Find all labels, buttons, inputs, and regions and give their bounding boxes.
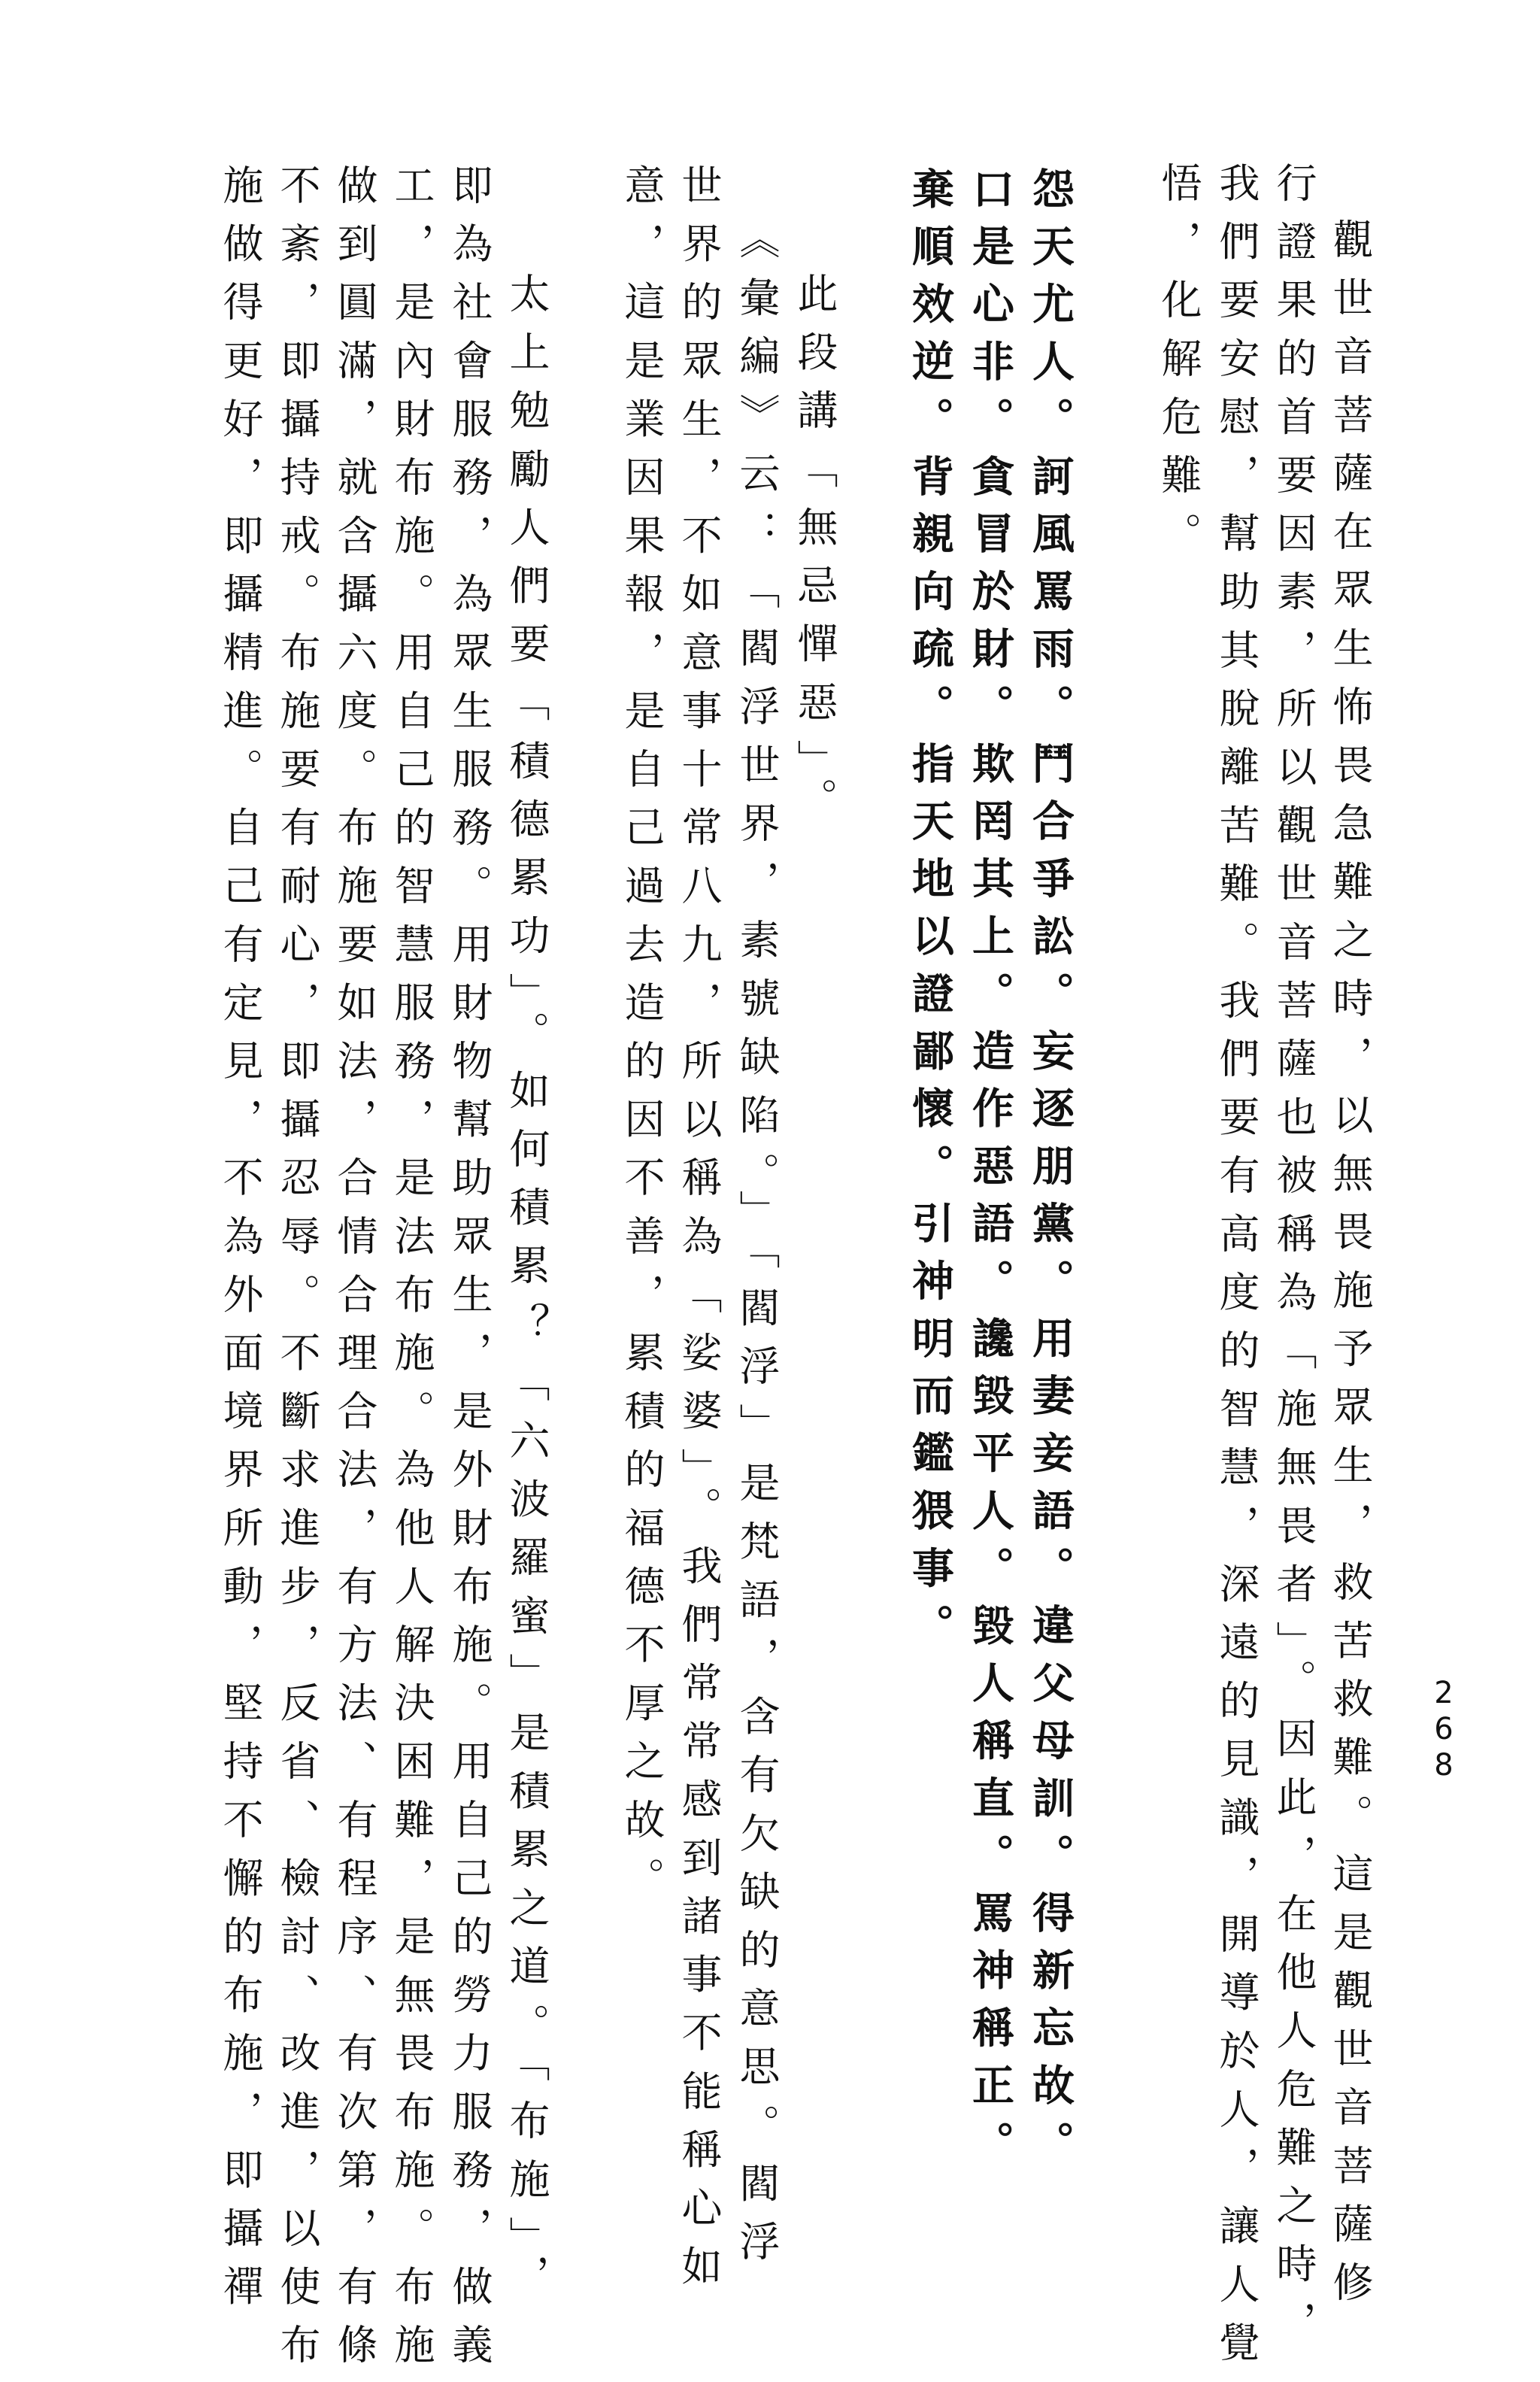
scripture-line-1: 怨天尤人。訶風罵雨。鬥合爭訟。妄逐朋黨。用妻妾語。違父母訓。得新忘故。 (1026, 167, 1075, 2178)
paragraph-3-line-1: 太上勉勵人們要「積德累功」。如何積累？「六波羅蜜」是積累之道。「布施」， (503, 272, 550, 2313)
scripture-line-2: 口是心非。貪冒於財。欺罔其上。造作惡語。讒毀平人。毀人稱直。罵神稱正。 (966, 167, 1014, 2178)
paragraph-2-line-2: 《彙編》云：「閻浮世界，素號缺陷。」「閻浮」是梵語，含有欠缺的意思。閻浮 (733, 218, 781, 2279)
paragraph-2-line-1: 此段講「無忌憚惡」。 (791, 272, 838, 836)
page-number: 268 (1426, 1676, 1461, 1784)
paragraph-3-line-5: 不紊，即攝持戒。布施要有耐心，即攝忍辱。不斷求進步，反省、檢討、改進，以使布 (274, 164, 321, 2382)
scripture-line-3: 棄順效逆。背親向疏。指天地以證鄙懷。引神明而鑑猥事。 (905, 167, 954, 1661)
paragraph-3-line-3: 工，是內財布施。用自己的智慧服務，是法布施。為他人解決困難，是無畏布施。布施 (388, 164, 435, 2382)
paragraph-1-line-2: 行證果的首要因素，所以觀世音菩薩也被稱為「施無畏者」。因此，在他人危難之時， (1270, 162, 1317, 2359)
paragraph-1-line-1: 觀世音菩薩在眾生怖畏急難之時，以無畏施予眾生，救苦救難。這是觀世音菩薩修 (1326, 218, 1374, 2320)
paragraph-1-line-3: 我們要安慰，幫助其脫離苦難。我們要有高度的智慧，深遠的見識，開導於人，讓人覺 (1213, 162, 1260, 2380)
paragraph-3-line-4: 做到圓滿，就含攝六度。布施要如法，合情合理合法，有方法、有程序、有次第，有條 (331, 164, 378, 2382)
paragraph-3-line-6: 施做得更好，即攝精進。自己有定見，不為外面境界所動，堅持不懈的布施，即攝禪 (217, 164, 264, 2324)
paragraph-2-line-4: 意，這是業因果報，是自己過去造的因不善，累積的福德不厚之故。 (618, 164, 665, 1915)
paragraph-1-line-4: 悟，化解危難。 (1155, 162, 1202, 571)
paragraph-3-line-2: 即為社會服務，為眾生服務。用財物幫助眾生，是外財布施。用自己的勞力服務，做義 (446, 164, 493, 2382)
paragraph-2-line-3: 世界的眾生，不如意事十常八九，所以稱為「娑婆」。我們常常感到諸事不能稱心如 (675, 164, 723, 2304)
